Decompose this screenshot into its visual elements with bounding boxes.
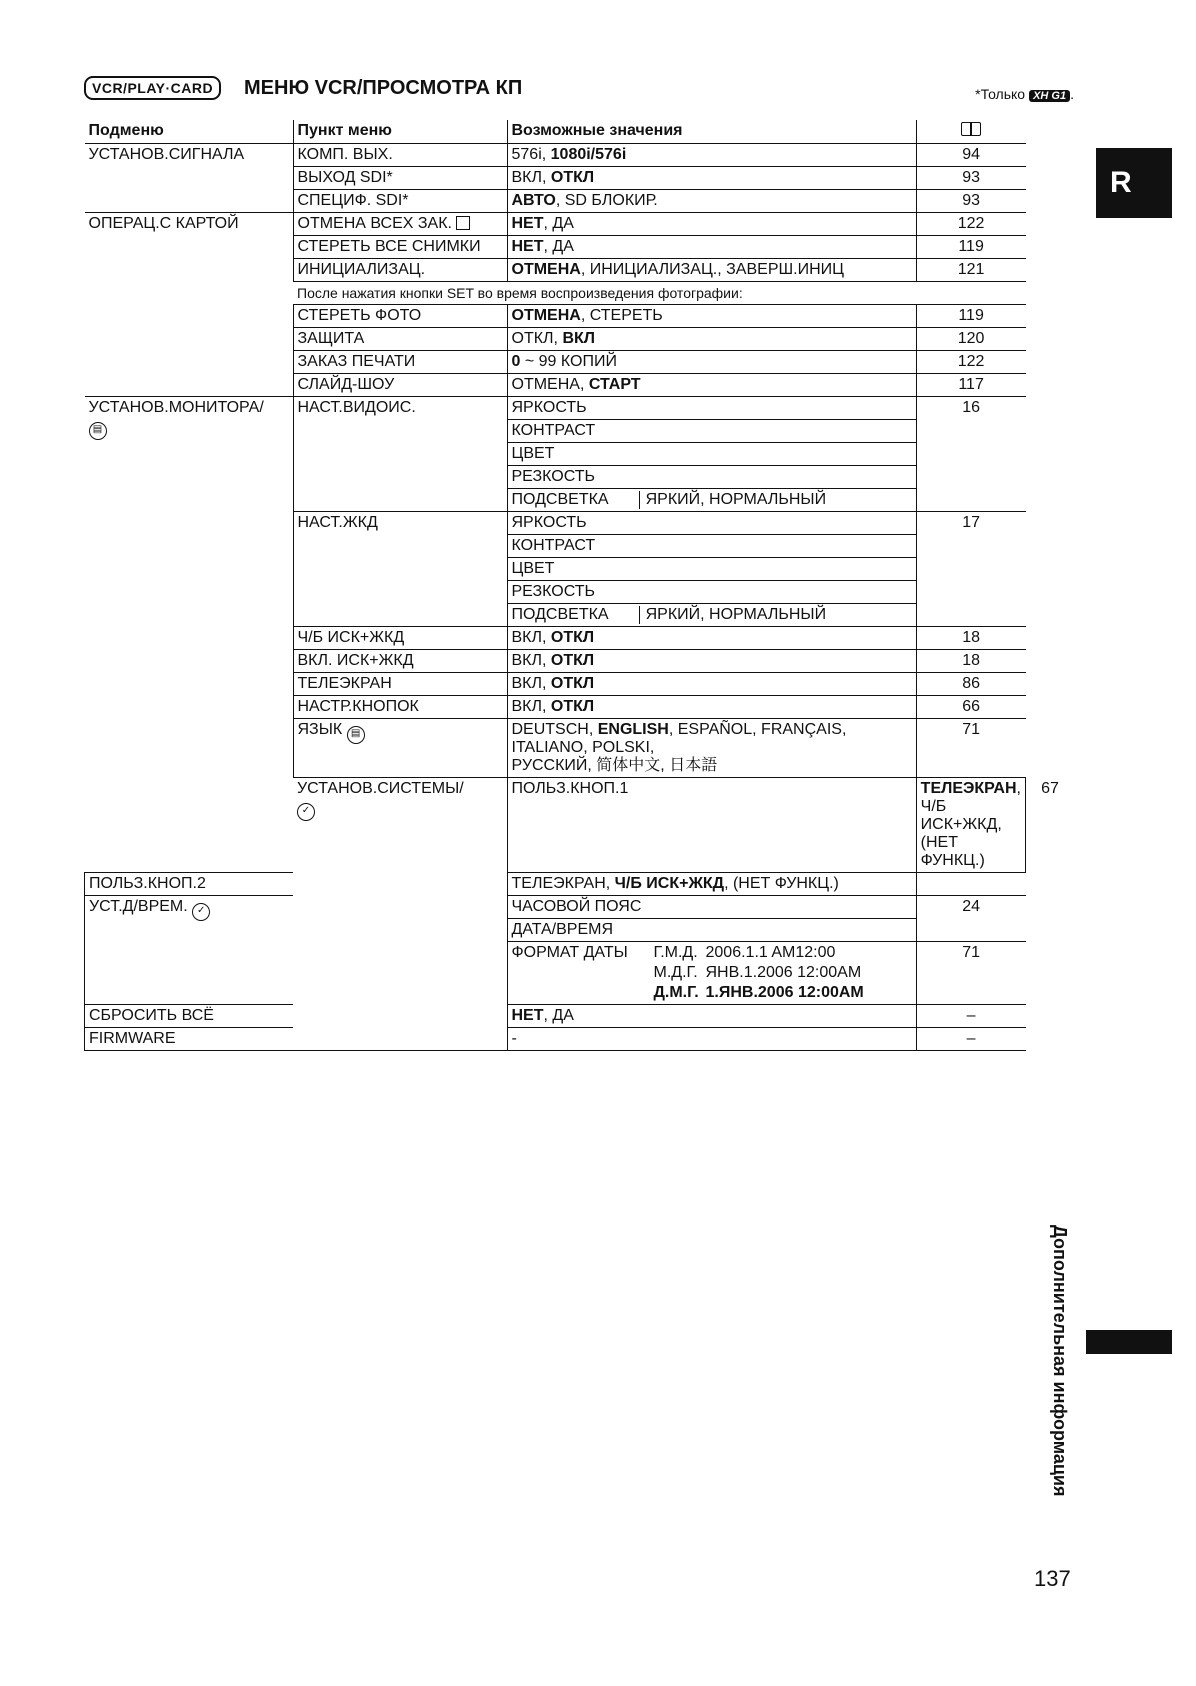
default-value: ENGLISH bbox=[597, 721, 669, 738]
default-value: НЕТ bbox=[511, 1007, 544, 1024]
value-text: ВКЛ, bbox=[511, 675, 551, 692]
only-note-text: *Только bbox=[975, 86, 1026, 102]
date-format-option: Г.М.Д. bbox=[653, 944, 698, 961]
item-values bbox=[507, 144, 916, 167]
section-label: Дополнительная информация bbox=[1050, 1225, 1070, 1497]
only-note: *Только XH G1 . bbox=[975, 86, 1074, 102]
default-value: Ч/Б ИСК+ЖКД bbox=[614, 875, 725, 892]
group-system bbox=[293, 778, 507, 1051]
adjust-sharpness: РЕЗКОСТЬ bbox=[507, 466, 916, 489]
date-format-grid bbox=[512, 944, 912, 1002]
default-value: ОТМЕНА bbox=[511, 261, 581, 278]
default-value: ОТКЛ bbox=[550, 629, 595, 646]
backlight-label: ПОДСВЕТКА bbox=[511, 491, 609, 508]
item-values bbox=[507, 236, 916, 259]
default-value: ТЕЛЕЭКРАН bbox=[920, 780, 1017, 797]
value-text: , ESPAÑOL, FRANÇAIS, ITALIANO, POLSKI, bbox=[511, 721, 847, 756]
page-ref: 119 bbox=[916, 305, 1025, 328]
table-row bbox=[85, 896, 1075, 919]
check-circle-icon: ✓ bbox=[297, 803, 315, 821]
item-values bbox=[507, 305, 916, 328]
page-ref: 71 bbox=[916, 942, 1025, 1005]
item-values bbox=[507, 190, 916, 213]
page-ref bbox=[916, 873, 1025, 896]
item-label: ВЫХОД SDI* bbox=[293, 167, 507, 190]
date-format-label: ФОРМАТ ДАТЫ bbox=[511, 944, 628, 961]
page-ref: 86 bbox=[916, 673, 1025, 696]
page-ref: 24 bbox=[916, 896, 1025, 942]
value-text: , СТЕРЕТЬ bbox=[580, 307, 663, 324]
book-icon bbox=[961, 122, 981, 136]
group-monitor bbox=[85, 397, 294, 873]
value-text: ОТКЛ, bbox=[511, 330, 563, 347]
page-ref: 71 bbox=[916, 719, 1025, 778]
item-label bbox=[85, 896, 294, 1005]
item-label: ТЕЛЕЭКРАН bbox=[293, 673, 507, 696]
value-text: РУССКИЙ, 简体中文, 日本語 bbox=[511, 757, 718, 774]
item-values bbox=[507, 1005, 916, 1028]
item-values bbox=[507, 673, 916, 696]
item-values bbox=[507, 167, 916, 190]
adjust-contrast: КОНТРАСТ bbox=[507, 535, 916, 558]
default-value: АВТО bbox=[511, 192, 556, 209]
item-label: ВКЛ. ИСК+ЖКД bbox=[293, 650, 507, 673]
item-label-text: ЯЗЫК bbox=[297, 721, 343, 738]
note-text: После нажатия кнопки SET во время воспроизведения фотографии: bbox=[293, 282, 1026, 305]
default-value: ОТМЕНА bbox=[511, 307, 581, 324]
page-ref: 18 bbox=[916, 650, 1025, 673]
language-icon: ▤ bbox=[347, 726, 365, 744]
check-circle-icon: ✓ bbox=[192, 903, 210, 921]
item-label: СПЕЦИФ. SDI* bbox=[293, 190, 507, 213]
page-ref: – bbox=[916, 1005, 1025, 1028]
page-ref: 121 bbox=[916, 259, 1025, 282]
item-values bbox=[507, 650, 916, 673]
item-label: НАСТ.ЖКД bbox=[293, 512, 507, 627]
adjust-color: ЦВЕТ bbox=[507, 558, 916, 581]
date-format-example: 1.ЯНВ.2006 12:00AM bbox=[705, 984, 864, 1001]
adjust-color: ЦВЕТ bbox=[507, 443, 916, 466]
adjust-brightness: ЯРКОСТЬ bbox=[507, 512, 916, 535]
item-label: НАСТ.ВИДОИС. bbox=[293, 397, 507, 512]
page-ref: 67 bbox=[1026, 778, 1075, 873]
item-values bbox=[507, 719, 916, 778]
item-label: ЗАЩИТА bbox=[293, 328, 507, 351]
date-format-example: 2006.1.1 AM12:00 bbox=[705, 944, 836, 961]
clock-timezone: ЧАСОВОЙ ПОЯС bbox=[507, 896, 916, 919]
page-ref: 16 bbox=[916, 397, 1025, 512]
language-icon: ▤ bbox=[89, 422, 107, 440]
item-label: СТЕРЕТЬ ВСЕ СНИМКИ bbox=[293, 236, 507, 259]
backlight-values: ЯРКИЙ, НОРМАЛЬНЫЙ bbox=[639, 491, 827, 509]
item-values bbox=[507, 351, 916, 374]
item-label: ПОЛЬЗ.КНОП.1 bbox=[507, 778, 916, 873]
item-label: ПОЛЬЗ.КНОП.2 bbox=[85, 873, 294, 896]
header-values: Возможные значения bbox=[507, 120, 916, 144]
value-text: ТЕЛЕЭКРАН, bbox=[511, 875, 615, 892]
item-values bbox=[507, 259, 916, 282]
default-value: ОТКЛ bbox=[550, 675, 595, 692]
date-format bbox=[507, 942, 916, 1005]
item-label: НАСТР.КНОПОК bbox=[293, 696, 507, 719]
page-ref: 93 bbox=[916, 167, 1025, 190]
item-label: СЛАЙД-ШОУ bbox=[293, 374, 507, 397]
default-value: НЕТ bbox=[511, 215, 544, 232]
item-label: ЗАКАЗ ПЕЧАТИ bbox=[293, 351, 507, 374]
item-label-text: ОТМЕНА ВСЕХ ЗАК. bbox=[297, 215, 452, 232]
value-text: , ДА bbox=[543, 215, 574, 232]
table-row bbox=[85, 397, 1075, 420]
table-row bbox=[85, 873, 1075, 896]
page-ref: 18 bbox=[916, 627, 1025, 650]
table-row bbox=[85, 144, 1075, 167]
value-text: ВКЛ, bbox=[511, 652, 551, 669]
adjust-contrast: КОНТРАСТ bbox=[507, 420, 916, 443]
print-icon bbox=[456, 216, 470, 230]
value-text: ВКЛ, bbox=[511, 629, 551, 646]
value-text: ВКЛ, bbox=[511, 169, 551, 186]
value-text: , ИНИЦИАЛИЗАЦ., ЗАВЕРШ.ИНИЦ bbox=[580, 261, 844, 278]
page-title: МЕНЮ VCR/ПРОСМОТРА КП bbox=[244, 77, 523, 99]
page-ref: 94 bbox=[916, 144, 1025, 167]
item-values bbox=[507, 328, 916, 351]
default-value: ОТКЛ bbox=[550, 169, 595, 186]
backlight-label: ПОДСВЕТКА bbox=[511, 606, 609, 623]
value-text: ОТМЕНА, bbox=[511, 376, 589, 393]
date-format-example: ЯНВ.1.2006 12:00AM bbox=[705, 964, 862, 981]
item-label-text: УСТ.Д/ВРЕМ. bbox=[89, 898, 188, 915]
adjust-brightness: ЯРКОСТЬ bbox=[507, 397, 916, 420]
table-row bbox=[85, 1028, 1075, 1051]
value-text: ~ 99 КОПИЙ bbox=[520, 353, 617, 370]
clock-datetime: ДАТА/ВРЕМЯ bbox=[507, 919, 916, 942]
item-label: КОМП. ВЫХ. bbox=[293, 144, 507, 167]
default-value: 0 bbox=[511, 353, 521, 370]
item-label bbox=[293, 213, 507, 236]
header-page bbox=[916, 120, 1025, 144]
default-value: ОТКЛ bbox=[550, 698, 595, 715]
item-label: СБРОСИТЬ ВСЁ bbox=[85, 1005, 294, 1028]
adjust-backlight bbox=[507, 604, 916, 627]
value-text: , (НЕТ ФУНКЦ.) bbox=[724, 875, 839, 892]
date-format-option: Д.М.Г. bbox=[653, 984, 699, 1001]
group-signal: УСТАНОВ.СИГНАЛА bbox=[85, 144, 294, 213]
value-text: DEUTSCH, bbox=[511, 721, 598, 738]
group-system-label: УСТАНОВ.СИСТЕМЫ/ bbox=[297, 780, 464, 797]
item-label: Ч/Б ИСК+ЖКД bbox=[293, 627, 507, 650]
page-ref: 120 bbox=[916, 328, 1025, 351]
page-ref: 122 bbox=[916, 351, 1025, 374]
page-ref: 122 bbox=[916, 213, 1025, 236]
item-values bbox=[507, 374, 916, 397]
date-format-option: М.Д.Г. bbox=[653, 964, 698, 981]
page-ref: 119 bbox=[916, 236, 1025, 259]
value-text: , ДА bbox=[543, 238, 574, 255]
section-tab-bar bbox=[1086, 1330, 1172, 1354]
page-ref: 66 bbox=[916, 696, 1025, 719]
group-monitor-label: УСТАНОВ.МОНИТОРА/ bbox=[88, 399, 264, 416]
default-value: ВКЛ bbox=[562, 330, 595, 347]
table-row bbox=[85, 213, 1075, 236]
default-value: ОТКЛ bbox=[550, 652, 595, 669]
default-value: СТАРТ bbox=[588, 376, 641, 393]
default-value: 1080i/576i bbox=[550, 146, 627, 163]
page-number: 137 bbox=[1034, 1566, 1071, 1591]
page-ref: 93 bbox=[916, 190, 1025, 213]
table-header-row bbox=[85, 120, 1075, 144]
menu-table bbox=[84, 120, 1074, 1051]
page-ref: – bbox=[916, 1028, 1025, 1051]
group-card: ОПЕРАЦ.С КАРТОЙ bbox=[85, 213, 294, 397]
section-tab-r: R bbox=[1096, 148, 1172, 218]
item-values bbox=[916, 778, 1025, 873]
adjust-backlight bbox=[507, 489, 916, 512]
model-badge: XH G1 bbox=[1029, 90, 1070, 102]
item-label: ИНИЦИАЛИЗАЦ. bbox=[293, 259, 507, 282]
adjust-sharpness: РЕЗКОСТЬ bbox=[507, 581, 916, 604]
backlight-values: ЯРКИЙ, НОРМАЛЬНЫЙ bbox=[639, 606, 827, 624]
page-ref: 117 bbox=[916, 374, 1025, 397]
item-label: FIRMWARE bbox=[85, 1028, 294, 1051]
header-submenu: Подменю bbox=[85, 120, 294, 144]
item-values bbox=[507, 627, 916, 650]
table-row bbox=[85, 1005, 1075, 1028]
item-values bbox=[507, 213, 916, 236]
header-item: Пункт меню bbox=[293, 120, 507, 144]
item-values bbox=[507, 696, 916, 719]
item-label bbox=[293, 719, 507, 778]
item-values bbox=[507, 873, 916, 896]
value-text: ВКЛ, bbox=[511, 698, 551, 715]
value-text: 576i, bbox=[511, 146, 551, 163]
page-ref: 17 bbox=[916, 512, 1025, 627]
value-text: , SD БЛОКИР. bbox=[555, 192, 658, 209]
page-header bbox=[84, 76, 1074, 106]
item-label: СТЕРЕТЬ ФОТО bbox=[293, 305, 507, 328]
default-value: НЕТ bbox=[511, 238, 544, 255]
value-text: , ДА bbox=[543, 1007, 574, 1024]
mode-badge: VCR/PLAY·CARD bbox=[84, 76, 221, 100]
value-text: , Ч/Б ИСК+ЖКД, (НЕТ ФУНКЦ.) bbox=[920, 780, 1021, 869]
item-values: - bbox=[507, 1028, 916, 1051]
